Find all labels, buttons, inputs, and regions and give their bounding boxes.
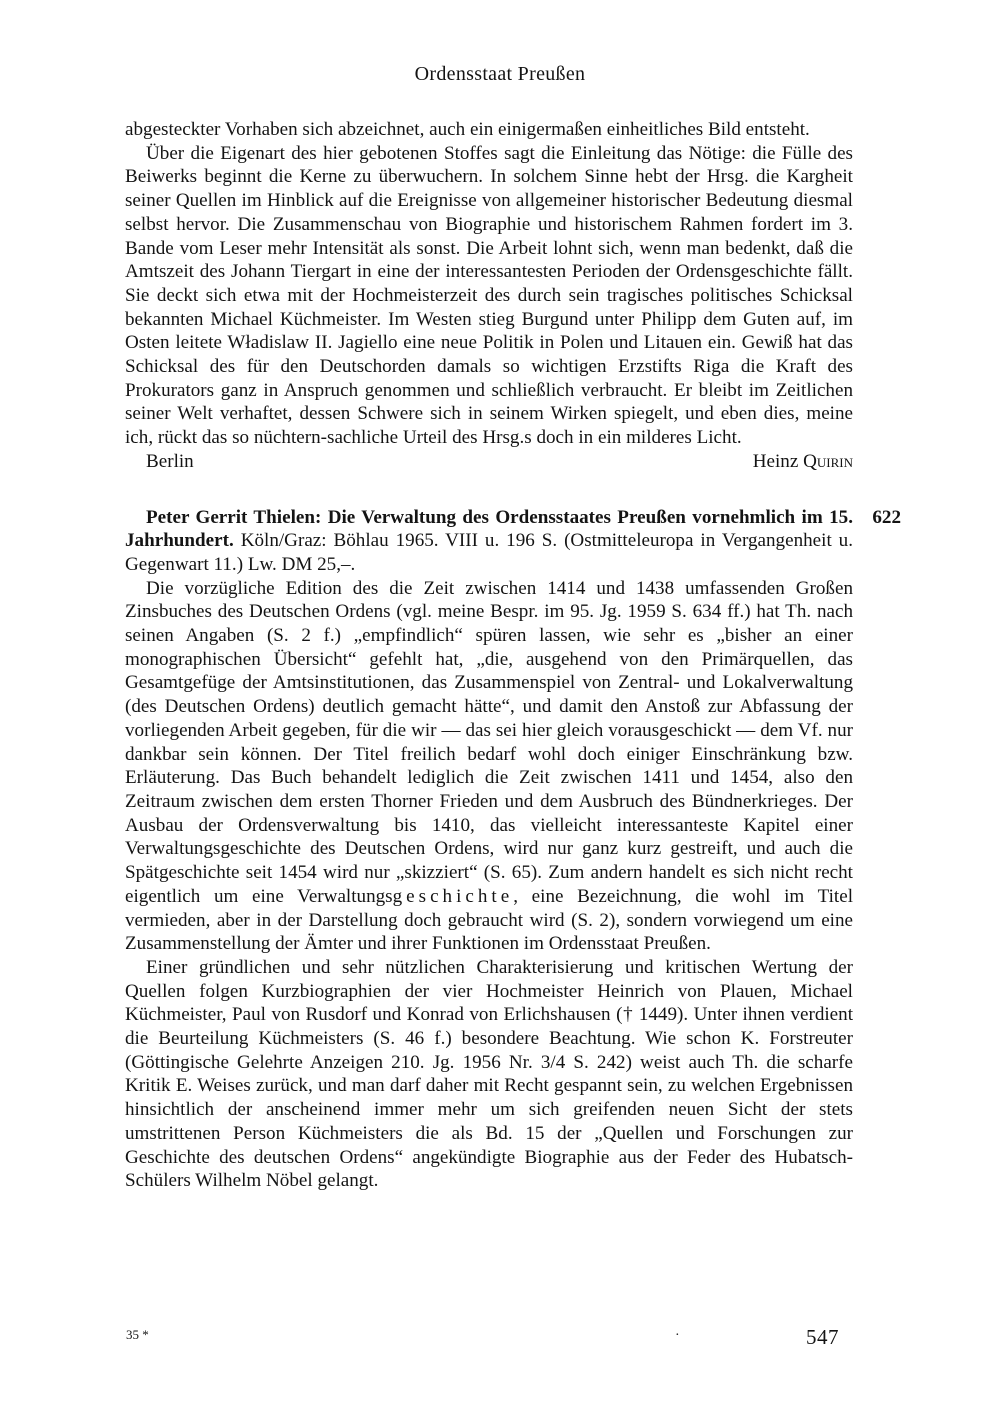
running-title: Ordensstaat Preußen xyxy=(414,63,586,85)
review-paragraph: Einer gründlichen und sehr nützlichen Charakterisierung und kritischen Wertung der Quellen folgen Kurzbiographien der vier Hochmeister Heinrich von Plauen, Michael Küchmeister, Paul von Rusdorf und Konrad von Erlichshausen († 1449). Unter ihnen verdient die Beurteilung Küchmeisters (S. 46 f.) besondere Beachtung. Wie schon K. Forstreuter (Göttingische Gelehrte Anzeigen 210. Jg. 1956 Nr. 3/4 S. 242) weist auch Th. die scharfe Kritik E. Weises zurück, und man darf daher mit Recht gespannt sein, zu welchen Ergebnissen hinsichtlich der anscheinend immer mehr um sich greifenden neuen Sicht der stets umstrittenen Person Küchmeisters die als Bd. 15 der „Quellen und Forschungen zur Geschichte des deutschen Ordens“ angekündigte Biographie aus der Feder des Hubatsch-Schülers Wilhelm Nöbel gelangt. xyxy=(125,956,853,1192)
review-heading xyxy=(125,506,853,577)
signature-place: Berlin xyxy=(146,450,194,472)
review-signature xyxy=(125,450,853,474)
review-bibliography: Köln/Graz: Böhlau 1965. VIII u. 196 S. (Ostmitteleuropa in Vergangenheit u. Gegenwart 11.) Lw. DM 25,–. xyxy=(125,530,853,575)
review-title: Peter Gerrit Thielen: Die Verwaltung des Ordensstaates Preußen vornehmlich im 15. Jahrhundert. xyxy=(125,506,853,552)
footer-dot: · xyxy=(675,1328,680,1343)
review-number: 622 xyxy=(872,506,901,528)
spaced-emphasis: geschichte xyxy=(392,885,514,907)
continuation-paragraph: Über die Eigenart des hier gebotenen Stoffes sagt die Einleitung das Nötige: die Fülle des Beiwerks beginnt die Kerne zu überwuchern. In solchem Sinne hebt der Hrsg. die Kargheit seiner Quellen im Hinblick auf die Ereignisse von allgemeiner historischer Bedeutung diesmal selbst hervor. Die Zusammenschau von Biographie und historischem Rahmen fordert im 3. Bande vom Leser mehr Intensität als sonst. Die Arbeit lohnt sich, wenn man bedenkt, daß die Amtszeit des Johann Tiergart in eine der interessantesten Perioden der Ordensgeschichte fällt. Sie deckt sich etwa mit der Hochmeisterzeit des durch sein tragisches politisches Schicksal bekannten Michael Küchmeister. Im Westen stieg Burgund unter Philipp dem Guten auf, im Osten leitete Władislaw II. Jagiello eine neue Politik in Polen und Litauen ein. Gewiß hat das Schicksal des für den Deutschorden damals so wichtigen Erzstifts Riga die Kraft des Prokurators ganz in Anspruch genommen und schließlich verbraucht. Er bleibt im Zeitlichen seiner Welt verhaftet, dessen Schwere sich in seinem Wirken spiegelt, und eben dies, meine ich, rückt das so nüchtern-sachliche Urteil des Hrsg.s doch in ein milderes Licht. xyxy=(125,142,853,449)
printer-signature-mark: 35 * xyxy=(126,1327,149,1342)
page-body xyxy=(125,118,901,1193)
page-number: 547 xyxy=(806,1325,839,1349)
author-first-name: Heinz xyxy=(752,450,799,472)
review-paragraph-text: Die vorzügliche Edition des die Zeit zwischen 1414 und 1438 umfassenden Großen Zinsbuches des Deutschen Ordens (vgl. meine Bespr. im 95. Jg. 1959 S. 634 ff.) hat Th. nach seinen Angaben (S. 2 f.) „empfindlich“ spüren lassen, wie sehr es „bisher an einer monographischen Übersicht“ gefehlt hat, „die, ausgehend von den Primärquellen, das Gesamtgefüge der Amtsinstitutionen, das Zusammenspiel von Zentral- und Lokalverwaltung (des Deutschen Ordens) deutlich gemacht hätte“, und damit den Anstoß zur Abfassung der vorliegenden Arbeit gegeben, für die wir — das sei hier gleich vorausgeschickt — dem Vf. nur dankbar sein können. Der Titel freilich bedarf wohl doch einiger Einschränkung bzw. Erläuterung. Das Buch behandelt lediglich die Zeit zwischen 1411 und 1454, also den Zeitraum zwischen dem ersten Thorner Frieden und dem Ausbruch des Bündnerkrieges. Der Ausbau der Ordensverwaltung bis 1410, das vielleicht interessanteste Kapitel einer Verwaltungsgeschichte des Deutschen Ordens, wird nur ganz kurz gestreift, und auch die Spätgeschichte seit 1454 wird nur „skizziert“ (S. 65). Zum andern handelt es sich nicht recht eigentlich um eine Verwaltungs xyxy=(125,577,853,907)
review-entry xyxy=(125,506,901,1193)
review-paragraph xyxy=(125,577,853,956)
signature-author xyxy=(753,450,853,474)
review-paragraph-text: , eine Bezeichnung, die wohl im Titel vermieden, aber in der Darstellung doch gebraucht wird (S. 2), sondern vorwiegend um eine Zusammenstellung der Ämter und ihrer Funktionen im Ordensstaat Preußen. xyxy=(125,885,853,955)
author-last-name: Quirin xyxy=(803,450,853,472)
continuation-paragraph: abgesteckter Vorhaben sich abzeichnet, auch ein einigermaßen einheitliches Bild entsteht. xyxy=(125,119,810,140)
